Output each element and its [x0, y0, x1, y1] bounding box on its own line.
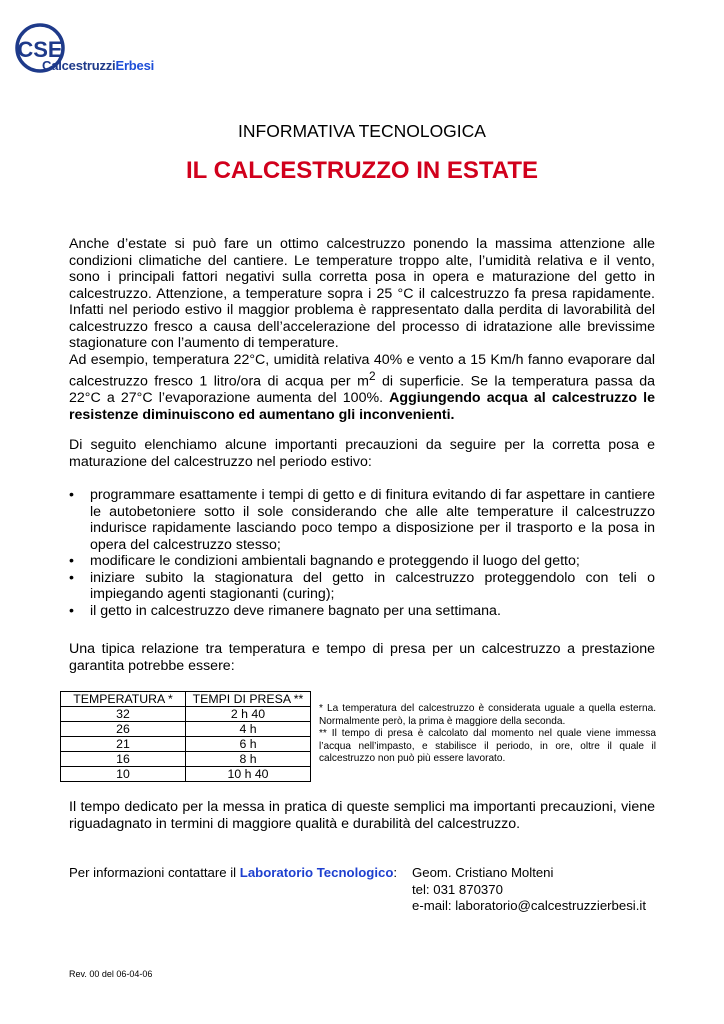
setting-time-cell: 6 h	[186, 737, 311, 752]
example-paragraph	[69, 352, 655, 424]
example-text-a: Ad esempio, temperatura 22°C, umidità relativa 40% e vento a 15 Km/h fanno evaporare dal calcestruzzo fresco 1 litro/ora di acqua per m	[69, 351, 655, 390]
setting-time-cell: 8 h	[186, 752, 311, 767]
contact-prefix: Per informazioni contattare il	[69, 865, 240, 880]
table-notes	[319, 703, 656, 766]
temperature-cell: 21	[61, 737, 186, 752]
table-row	[61, 752, 311, 767]
example-text-b: di superficie. Se la temperatura passa da 22°C a 27°C l’evaporazione aumenta del 100%.	[69, 373, 655, 407]
superscript: 2	[368, 369, 376, 383]
table-header-row	[61, 692, 311, 707]
brand-part2: Erbesi	[115, 58, 155, 73]
warning-text: Aggiungendo acqua al calcestruzzo le resistenze diminuiscono ed aumentano gli inconvenienti.	[69, 390, 655, 423]
revision-note: Rev. 00 del 06-04-06	[69, 969, 153, 979]
svg-text:CSE: CSE	[17, 37, 63, 62]
temperature-cell: 26	[61, 722, 186, 737]
contact-name: Geom. Cristiano Molteni	[412, 865, 554, 880]
column-header-setting-time: TEMPI DI PRESA **	[186, 692, 311, 707]
brand-name	[42, 58, 154, 73]
document-title: IL CALCESTRUZZO IN ESTATE	[186, 157, 538, 184]
intro-paragraph: Anche d’estate si può fare un ottimo calcestruzzo ponendo la massima attenzione alle condizioni climatiche del cantiere. Le temperature troppo alte, l’umidità relativa e il vento, sono i principali fattori negativi sulla corretta posa in opera e maturazione del getto in calcestruzzo. Attenzione, a temperature sopra i 25 °C il calcestruzzo fa presa rapidamente. Infatti nel periodo estivo il maggior problema è rappresentato dalla perdita di lavorabilità del calcestruzzo fresco a causa dell’accelerazione del processo di idratazione alle brevissime stagionature con l’aumento di temperature.	[69, 236, 655, 351]
contact-phone: tel: 031 870370	[412, 881, 503, 897]
bullet-icon: •	[69, 487, 74, 503]
contact-label	[69, 865, 397, 882]
bullet-icon: •	[69, 602, 74, 619]
setting-time-cell: 10 h 40	[186, 767, 311, 782]
list-item-text: iniziare subito la stagionatura del getto in calcestruzzo proteggendolo con teli o impiegando agenti stagionanti (curing);	[90, 569, 655, 602]
contact-email: e-mail: laboratorio@calcestruzzierbesi.it	[412, 898, 646, 913]
list-item	[69, 570, 655, 603]
bullet-icon: •	[69, 569, 74, 586]
contact-details	[412, 865, 646, 915]
table-row	[61, 737, 311, 752]
intro-section	[69, 236, 655, 423]
laboratory-name: Laboratorio Tecnologico	[239, 865, 394, 880]
list-item-text: programmare esattamente i tempi di getto e di finitura evitando di far aspettare in cantiere le autobetoniere sotto il sole considerando che alle alte temperature il calcestruzzo indurisce rapidamente lasciando poco tempo a disposizione per il trasporto e la posa in opera del calcestruzzo stesso;	[90, 487, 655, 553]
setting-time-table	[60, 691, 311, 782]
temperature-cell: 32	[61, 707, 186, 722]
precautions-list	[69, 487, 655, 619]
brand-part1: Calcestruzzi	[42, 58, 116, 73]
contact-suffix: :	[393, 865, 398, 880]
table-row	[61, 767, 311, 782]
footnote-setting-time: ** Il tempo di presa è calcolato dal momento nel quale viene immessa l’acqua nell’impasto, e stabilisce il periodo, in ore, oltre il quale il calcestruzzo non può più essere lavorato.	[319, 728, 656, 765]
footnote-temperature: * La temperatura del calcestruzzo è considerata uguale a quella esterna. Normalmente però, la prima è maggiore della seconda.	[319, 703, 656, 727]
bullet-icon: •	[69, 553, 74, 569]
list-item	[69, 553, 655, 570]
setting-time-cell: 4 h	[186, 722, 311, 737]
temperature-cell: 16	[61, 752, 186, 767]
table-row	[61, 707, 311, 722]
relation-intro: Una tipica relazione tra temperatura e tempo di presa per un calcestruzzo a prestazione garantita potrebbe essere:	[69, 641, 655, 674]
list-item-text: il getto in calcestruzzo deve rimanere bagnato per una settimana.	[90, 602, 501, 619]
setting-time-cell: 2 h 40	[186, 707, 311, 722]
precautions-intro: Di seguito elenchiamo alcune importanti precauzioni da seguire per la corretta posa e maturazione del calcestruzzo nel periodo estivo:	[69, 437, 655, 470]
list-item	[69, 487, 655, 553]
temperature-cell: 10	[61, 767, 186, 782]
column-header-temperature: TEMPERATURA *	[61, 692, 186, 707]
list-item-text: modificare le condizioni ambientali bagnando e proteggendo il luogo del getto;	[90, 553, 580, 569]
list-item	[69, 603, 655, 620]
conclusion-paragraph: Il tempo dedicato per la messa in pratica di queste semplici ma importanti precauzioni, viene riguadagnato in termini di maggiore qualità e durabilità del calcestruzzo.	[69, 799, 655, 832]
company-logo	[15, 22, 195, 82]
document-type: INFORMATIVA TECNOLOGICA	[238, 121, 486, 141]
table-row	[61, 722, 311, 737]
